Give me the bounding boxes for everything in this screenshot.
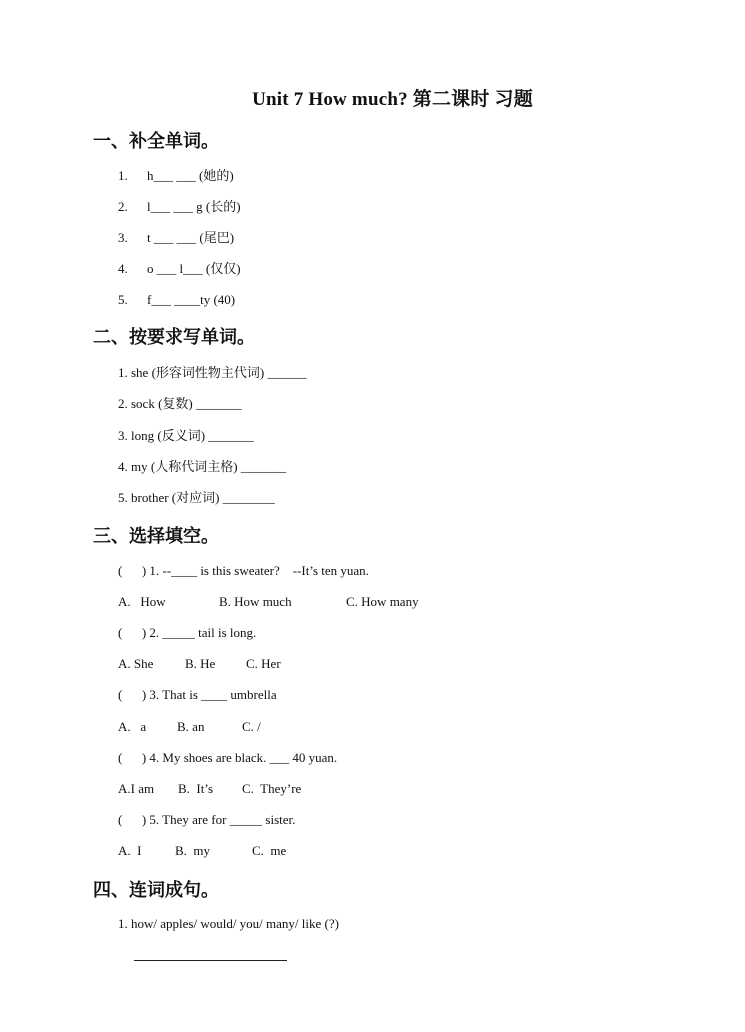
s3-q2-option-b: B. He (185, 656, 216, 671)
s1-item-3-number: 3. (118, 230, 128, 245)
s3-q1-option-a: A. How (118, 594, 166, 609)
s4-item-1: 1. how/ apples/ would/ you/ many/ like (?) (118, 916, 339, 931)
section-2-heading: 二、按要求写单词。 (93, 327, 255, 348)
s3-q2-option-a: A. She (118, 656, 154, 671)
s1-item-1-text: h___ ___ (她的) (147, 168, 234, 183)
s2-item-1: 1. she (形容词性物主代词) ______ (118, 365, 307, 380)
s3-question-2: ( ) 2. _____ tail is long. (118, 625, 257, 640)
s1-item-5-text: f___ ____ty (40) (147, 292, 236, 307)
s2-item-3: 3. long (反义词) _______ (118, 428, 254, 443)
s3-q4-option-a: A.I am (118, 781, 155, 796)
s3-question-3: ( ) 3. That is ____ umbrella (118, 687, 277, 702)
s1-item-5-number: 5. (118, 292, 128, 307)
s1-item-2-text: l___ ___ g (长的) (147, 199, 241, 214)
s3-question-4: ( ) 4. My shoes are black. ___ 40 yuan. (118, 750, 338, 765)
page-title: Unit 7 How much? 第二课时 习题 (252, 89, 533, 110)
s3-q4-option-b: B. It’s (178, 781, 214, 796)
section-3-heading: 三、选择填空。 (93, 526, 219, 547)
section-4-heading: 四、连词成句。 (93, 880, 219, 901)
s1-item-4-number: 4. (118, 261, 128, 276)
s1-item-4-text: o ___ l___ (仅仅) (147, 261, 241, 276)
s1-item-2-number: 2. (118, 199, 128, 214)
s2-item-2: 2. sock (复数) _______ (118, 396, 242, 411)
s4-item-1-answer-line (134, 960, 287, 961)
section-1-heading: 一、补全单词。 (93, 131, 219, 152)
s3-q5-option-c: C. me (252, 843, 287, 858)
s3-q4-option-c: C. They’re (242, 781, 302, 796)
s3-question-1: ( ) 1. --____ is this sweater? --It’s ten yuan. (118, 563, 369, 578)
s3-q3-option-b: B. an (177, 719, 205, 734)
s1-item-3-text: t ___ ___ (尾巴) (147, 230, 235, 245)
s3-q1-option-c: C. How many (346, 594, 419, 609)
s3-q5-option-a: A. I (118, 843, 142, 858)
s3-question-5: ( ) 5. They are for _____ sister. (118, 812, 296, 827)
s2-item-4: 4. my (人称代词主格) _______ (118, 459, 287, 474)
s3-q5-option-b: B. my (175, 843, 211, 858)
s3-q3-option-a: A. a (118, 719, 147, 734)
s3-q1-option-b: B. How much (219, 594, 292, 609)
s1-item-1-number: 1. (118, 168, 128, 183)
s3-q3-option-c: C. / (242, 719, 261, 734)
s2-item-5: 5. brother (对应词) ________ (118, 490, 275, 505)
s3-q2-option-c: C. Her (246, 656, 281, 671)
